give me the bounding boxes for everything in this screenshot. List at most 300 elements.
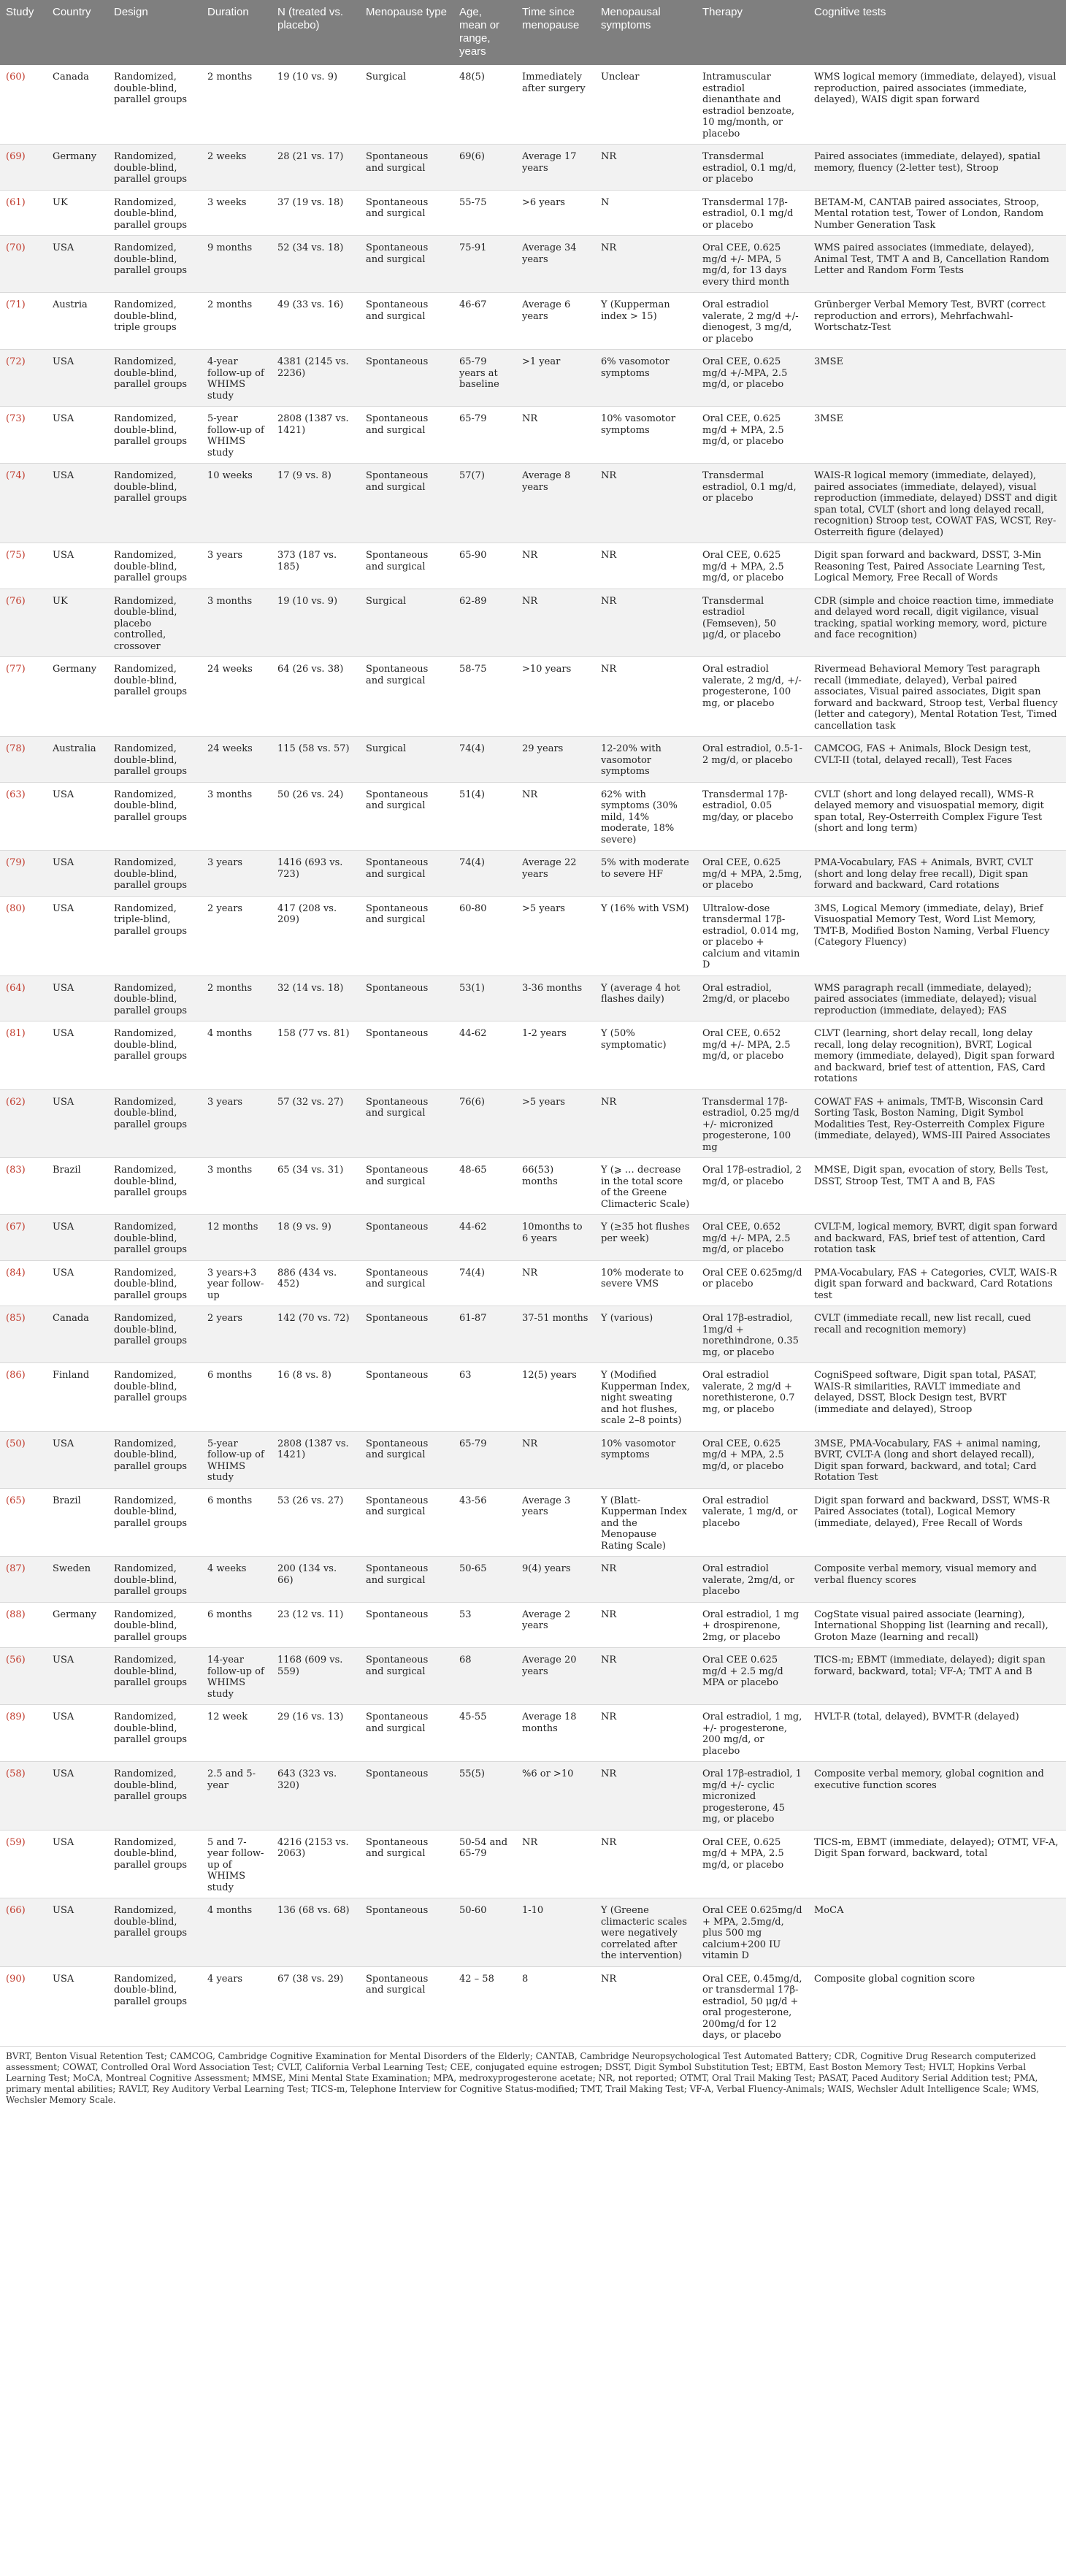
cell-study: [0, 236, 47, 293]
cell-cognitive-tests: TICS-m; EBMT (immediate, delayed); digit span forward, backward, total; VF-A; TMT A and B: [808, 1648, 1066, 1705]
cell-design: Randomized, double-blind, parallel groups: [108, 1488, 202, 1557]
study-reference-link[interactable]: (67): [6, 1222, 26, 1233]
study-reference-link[interactable]: (59): [6, 1836, 26, 1848]
study-reference-link[interactable]: (81): [6, 1028, 26, 1039]
cell-cognitive-tests: TICS-m, EBMT (immediate, delayed); OTMT, VF-A, Digit Span forward, backward, total: [808, 1830, 1066, 1898]
table-row: [0, 236, 1066, 293]
cell-menopause-type: Spontaneous and surgical: [360, 1431, 453, 1488]
cell-age: 63: [453, 1363, 516, 1432]
cell-symptoms: Y (⩾ … decrease in the total score of the Greene Climacteric Scale): [595, 1158, 697, 1215]
cell-time-since-menopause: 29 years: [516, 737, 595, 783]
cell-cognitive-tests: 3MSE: [808, 350, 1066, 407]
cell-duration: 6 months: [202, 1602, 272, 1648]
cell-duration: 3 months: [202, 1158, 272, 1215]
cell-duration: 3 months: [202, 782, 272, 851]
cell-menopause-type: Spontaneous: [360, 1602, 453, 1648]
cell-therapy: Transdermal 17β-estradiol, 0.1 mg/d or placebo: [697, 190, 808, 236]
cell-country: Canada: [47, 1306, 108, 1363]
cell-time-since-menopause: Average 18 months: [516, 1705, 595, 1762]
cell-age: 55(5): [453, 1762, 516, 1831]
table-row: [0, 1431, 1066, 1488]
cell-time-since-menopause: Average 2 years: [516, 1602, 595, 1648]
cell-time-since-menopause: NR: [516, 543, 595, 589]
cell-country: UK: [47, 589, 108, 657]
cell-n: 16 (8 vs. 8): [272, 1363, 360, 1432]
cell-design: Randomized, double-blind, parallel groups: [108, 1898, 202, 1967]
cell-symptoms: 10% vasomotor symptoms: [595, 407, 697, 464]
study-reference-link[interactable]: (88): [6, 1609, 26, 1620]
cell-country: USA: [47, 1898, 108, 1967]
cell-time-since-menopause: NR: [516, 589, 595, 657]
cell-n: 1168 (609 vs. 559): [272, 1648, 360, 1705]
cell-menopause-type: Surgical: [360, 589, 453, 657]
cell-design: Randomized, double-blind, parallel groups: [108, 657, 202, 737]
cell-age: 53: [453, 1602, 516, 1648]
cell-menopause-type: Spontaneous and surgical: [360, 1705, 453, 1762]
cell-time-since-menopause: 9(4) years: [516, 1557, 595, 1603]
cell-design: Randomized, double-blind, parallel groups: [108, 1306, 202, 1363]
cell-study: [0, 657, 47, 737]
cell-duration: 24 weeks: [202, 737, 272, 783]
cell-menopause-type: Spontaneous: [360, 1898, 453, 1967]
cell-study: [0, 1431, 47, 1488]
table-row: [0, 65, 1066, 145]
cell-duration: 6 months: [202, 1363, 272, 1432]
study-reference-link[interactable]: (80): [6, 902, 26, 914]
cell-therapy: Oral CEE, 0.625 mg/d + MPA, 2.5mg, or placebo: [697, 851, 808, 897]
cell-country: USA: [47, 1021, 108, 1090]
cell-age: 65-90: [453, 543, 516, 589]
cell-time-since-menopause: Average 34 years: [516, 236, 595, 293]
cell-design: Randomized, double-blind, parallel groups: [108, 543, 202, 589]
cell-study: [0, 293, 47, 350]
cell-age: 60-80: [453, 896, 516, 975]
cell-study: [0, 737, 47, 783]
footnote: BVRT, Benton Visual Retention Test; CAMCOG, Cambridge Cognitive Examination for Mental Disorders of the Elderly; CANTAB, Cambridge Neuropsychological Test Automated Battery; CDR, Cognitive Drug Research computerized assessment; COWAT, Controlled Oral Word Association Test; CVLT, California Verbal Learning Test; CEE, conjugated equine estrogen; DSST, Digit Symbol Substitution Test; EBTM, East Boston Memory Test; HVLT, Hopkins Verbal Learning Test; MoCA, Montreal Cognitive Assessment; MMSE, Mini Mental State Examination; MPA, medroxyprogesterone acetate; NR, not reported; OTMT, Oral Trail Making Test; PASAT, Paced Auditory Serial Addition test; PMA, primary mental abilities; RAVLT, Rey Auditory Verbal Learning Test; TICS-m, Telephone Interview for Cognitive Status-modified; TMT, Trail Making Test; VF-A, Verbal Fluency-Animals; WAIS, Wechsler Adult Intelligence Scale; WMS, Wechsler Memory Scale.: [6, 2050, 1040, 2105]
cell-study: [0, 1089, 47, 1158]
cell-age: 69(6): [453, 145, 516, 191]
table-row: [0, 1648, 1066, 1705]
cell-duration: 2 years: [202, 1306, 272, 1363]
cell-menopause-type: Spontaneous and surgical: [360, 1830, 453, 1898]
cell-design: Randomized, double-blind, parallel groups: [108, 1602, 202, 1648]
table-row: [0, 543, 1066, 589]
cell-time-since-menopause: Average 22 years: [516, 851, 595, 897]
cell-country: USA: [47, 1648, 108, 1705]
cell-cognitive-tests: WAIS-R logical memory (immediate, delayed), paired associates (immediate, delayed), visual reproduction (immediate, delayed) DSST and digit span total, CVLT (short and long delayed recall, recognition) Stroop test, COWAT FAS, WCST, Rey-Osterreith figure (delayed): [808, 464, 1066, 543]
cell-symptoms: Y (various): [595, 1306, 697, 1363]
cell-n: 19 (10 vs. 9): [272, 589, 360, 657]
cell-menopause-type: Surgical: [360, 737, 453, 783]
study-reference-link[interactable]: (60): [6, 72, 26, 83]
cell-therapy: Oral CEE, 0.625 mg/d + MPA, 2.5 mg/d, or placebo: [697, 407, 808, 464]
cell-time-since-menopause: Immediately after surgery: [516, 65, 595, 145]
table-row: [0, 1557, 1066, 1603]
cell-time-since-menopause: 37-51 months: [516, 1306, 595, 1363]
cell-age: 43-56: [453, 1488, 516, 1557]
table-row: [0, 1021, 1066, 1090]
cell-duration: 2 months: [202, 65, 272, 145]
cell-age: 46-67: [453, 293, 516, 350]
table-row: [0, 1966, 1066, 2046]
study-reference-link[interactable]: (79): [6, 857, 26, 868]
study-reference-link[interactable]: (73): [6, 413, 26, 424]
cell-duration: 10 weeks: [202, 464, 272, 543]
cell-therapy: Oral 17β-estradiol, 1mg/d + norethindrone, 0.35 mg, or placebo: [697, 1306, 808, 1363]
cell-design: Randomized, double-blind, parallel groups: [108, 464, 202, 543]
column-header: Therapy: [697, 0, 808, 65]
cell-country: USA: [47, 1215, 108, 1261]
cell-cognitive-tests: CVLT (immediate recall, new list recall, cued recall and recognition memory): [808, 1306, 1066, 1363]
cell-n: 136 (68 vs. 68): [272, 1898, 360, 1967]
cell-symptoms: Y (Greene climacteric scales were negatively correlated after the intervention): [595, 1898, 697, 1967]
cell-age: 51(4): [453, 782, 516, 851]
cell-cognitive-tests: MMSE, Digit span, evocation of story, Bells Test, DSST, Stroop Test, TMT A and B, FAS: [808, 1158, 1066, 1215]
cell-design: Randomized, double-blind, parallel groups: [108, 1215, 202, 1261]
study-reference-link[interactable]: (71): [6, 299, 26, 310]
table-row: [0, 1306, 1066, 1363]
cell-cognitive-tests: 3MS, Logical Memory (immediate, delay), Brief Visuospatial Memory Test, Word List Memory, TMT-B, Modified Boston Naming, Verbal Fluency (Category Fluency): [808, 896, 1066, 975]
cell-menopause-type: Spontaneous and surgical: [360, 1966, 453, 2046]
cell-study: [0, 1602, 47, 1648]
cell-study: [0, 1260, 47, 1306]
cell-n: 49 (33 vs. 16): [272, 293, 360, 350]
study-reference-link[interactable]: (62): [6, 1096, 26, 1108]
cell-cognitive-tests: Composite verbal memory, visual memory and verbal fluency scores: [808, 1557, 1066, 1603]
cell-design: Randomized, double-blind, parallel groups: [108, 1705, 202, 1762]
cell-country: USA: [47, 543, 108, 589]
cell-menopause-type: Spontaneous: [360, 1306, 453, 1363]
table-row: [0, 1363, 1066, 1432]
cell-age: 50-60: [453, 1898, 516, 1967]
cell-age: 48-65: [453, 1158, 516, 1215]
cell-n: 53 (26 vs. 27): [272, 1488, 360, 1557]
cell-duration: 2 months: [202, 975, 272, 1021]
cell-design: Randomized, double-blind, parallel groups: [108, 190, 202, 236]
cell-design: Randomized, double-blind, parallel groups: [108, 1431, 202, 1488]
cell-symptoms: NR: [595, 464, 697, 543]
cell-study: [0, 1966, 47, 2046]
cell-n: 18 (9 vs. 9): [272, 1215, 360, 1261]
cell-cognitive-tests: Rivermead Behavioral Memory Test paragraph recall (immediate, delayed), Verbal paired associates, Visual paired associates, Digit span forward and backward, Stroop test, Verbal fluency (letter and category), Mental Rotation Test, Timed cancellation task: [808, 657, 1066, 737]
column-header: Study: [0, 0, 47, 65]
cell-n: 23 (12 vs. 11): [272, 1602, 360, 1648]
cell-therapy: Transdermal 17β-estradiol, 0.25 mg/d +/- micronized progesterone, 100 mg: [697, 1089, 808, 1158]
cell-time-since-menopause: >5 years: [516, 1089, 595, 1158]
cell-duration: 2 years: [202, 896, 272, 975]
cell-menopause-type: Spontaneous and surgical: [360, 464, 453, 543]
cell-age: 48(5): [453, 65, 516, 145]
cell-study: [0, 464, 47, 543]
cell-menopause-type: Spontaneous: [360, 1363, 453, 1432]
study-reference-link[interactable]: (69): [6, 151, 26, 162]
cell-cognitive-tests: CAMCOG, FAS + Animals, Block Design test, CVLT-II (total, delayed recall), Test Faces: [808, 737, 1066, 783]
cell-age: 65-79 years at baseline: [453, 350, 516, 407]
study-reference-link[interactable]: (86): [6, 1370, 26, 1381]
cell-duration: 4 years: [202, 1966, 272, 2046]
cell-menopause-type: Spontaneous: [360, 1762, 453, 1831]
cell-n: 28 (21 vs. 17): [272, 145, 360, 191]
cell-age: 74(4): [453, 1260, 516, 1306]
cell-symptoms: NR: [595, 1089, 697, 1158]
cell-symptoms: NR: [595, 1966, 697, 2046]
cell-age: 65-79: [453, 407, 516, 464]
cell-symptoms: NR: [595, 1762, 697, 1831]
cell-duration: 4 months: [202, 1898, 272, 1967]
cell-n: 158 (77 vs. 81): [272, 1021, 360, 1090]
cell-country: USA: [47, 896, 108, 975]
cell-n: 64 (26 vs. 38): [272, 657, 360, 737]
cell-country: Finland: [47, 1363, 108, 1432]
cell-duration: 2.5 and 5-year: [202, 1762, 272, 1831]
study-reference-link[interactable]: (74): [6, 470, 26, 481]
cell-study: [0, 543, 47, 589]
cell-study: [0, 65, 47, 145]
cell-therapy: Oral CEE, 0.625 mg/d + MPA, 2.5 mg/d, or placebo: [697, 543, 808, 589]
cell-time-since-menopause: Average 6 years: [516, 293, 595, 350]
cell-menopause-type: Spontaneous and surgical: [360, 1089, 453, 1158]
cell-study: [0, 1363, 47, 1432]
study-reference-link[interactable]: (58): [6, 1768, 26, 1779]
study-reference-link[interactable]: (63): [6, 789, 26, 800]
cell-menopause-type: Spontaneous: [360, 350, 453, 407]
cell-therapy: Oral CEE, 0.625 mg/d +/- MPA, 5 mg/d, for 13 days every third month: [697, 236, 808, 293]
cell-n: 19 (10 vs. 9): [272, 65, 360, 145]
study-reference-link[interactable]: (90): [6, 1973, 26, 1985]
cell-time-since-menopause: NR: [516, 1830, 595, 1898]
cell-menopause-type: Spontaneous and surgical: [360, 190, 453, 236]
cell-symptoms: NR: [595, 1830, 697, 1898]
cell-menopause-type: Spontaneous and surgical: [360, 1648, 453, 1705]
study-reference-link[interactable]: (78): [6, 743, 26, 754]
cell-n: 37 (19 vs. 18): [272, 190, 360, 236]
table-row: [0, 145, 1066, 191]
table-row: [0, 1260, 1066, 1306]
column-header: Design: [108, 0, 202, 65]
cell-therapy: Oral CEE 0.625mg/d + MPA, 2.5mg/d, plus 500 mg calcium+200 IU vitamin D: [697, 1898, 808, 1967]
cell-menopause-type: Spontaneous: [360, 1021, 453, 1090]
cell-design: Randomized, double-blind, parallel groups: [108, 1648, 202, 1705]
study-reference-link[interactable]: (66): [6, 1905, 26, 1916]
cell-therapy: Oral estradiol valerate, 2mg/d, or placebo: [697, 1557, 808, 1603]
cell-therapy: Oral CEE, 0.625 mg/d + MPA, 2.5 mg/d, or placebo: [697, 1431, 808, 1488]
cell-symptoms: Y (Kupperman index > 15): [595, 293, 697, 350]
cell-design: Randomized, double-blind, triple groups: [108, 293, 202, 350]
cell-duration: 3 years: [202, 543, 272, 589]
cell-cognitive-tests: PMA-Vocabulary, FAS + Categories, CVLT, WAIS-R digit span forward and backward, Card Rotations test: [808, 1260, 1066, 1306]
table-row: [0, 1898, 1066, 1967]
cell-design: Randomized, double-blind, parallel groups: [108, 851, 202, 897]
study-reference-link[interactable]: (84): [6, 1267, 26, 1279]
cell-symptoms: 6% vasomotor symptoms: [595, 350, 697, 407]
cell-country: USA: [47, 782, 108, 851]
column-header: Time since menopause: [516, 0, 595, 65]
cell-therapy: Oral CEE, 0.625 mg/d +/-MPA, 2.5 mg/d, or placebo: [697, 350, 808, 407]
cell-duration: 3 years: [202, 851, 272, 897]
table-row: [0, 782, 1066, 851]
table-row: [0, 190, 1066, 236]
cell-menopause-type: Surgical: [360, 65, 453, 145]
cell-study: [0, 407, 47, 464]
cell-symptoms: Unclear: [595, 65, 697, 145]
study-reference-link[interactable]: (76): [6, 595, 26, 607]
column-header: N (treated vs. placebo): [272, 0, 360, 65]
study-reference-link[interactable]: (77): [6, 664, 26, 675]
cell-design: Randomized, double-blind, parallel groups: [108, 236, 202, 293]
cell-therapy: Oral CEE, 0.45mg/d, or transdermal 17β-estradiol, 50 μg/d + oral progesterone, 200mg/d for 12 days, or placebo: [697, 1966, 808, 2046]
cell-study: [0, 851, 47, 897]
cell-design: Randomized, double-blind, parallel groups: [108, 1021, 202, 1090]
cell-study: [0, 1215, 47, 1261]
cell-n: 32 (14 vs. 18): [272, 975, 360, 1021]
column-header: Duration: [202, 0, 272, 65]
cell-n: 29 (16 vs. 13): [272, 1705, 360, 1762]
cell-age: 50-54 and 65-79: [453, 1830, 516, 1898]
cell-cognitive-tests: COWAT FAS + animals, TMT-B, Wisconsin Card Sorting Task, Boston Naming, Digit Symbol Modalities Test, Rey-Osterreith Complex Figure (immediate, delayed), WMS-III Paired Associates: [808, 1089, 1066, 1158]
cell-time-since-menopause: Average 20 years: [516, 1648, 595, 1705]
study-reference-link[interactable]: (72): [6, 356, 26, 367]
cell-age: 74(4): [453, 737, 516, 783]
cell-symptoms: 12-20% with vasomotor symptoms: [595, 737, 697, 783]
cell-menopause-type: Spontaneous and surgical: [360, 1488, 453, 1557]
cell-age: 75-91: [453, 236, 516, 293]
study-reference-link[interactable]: (50): [6, 1438, 26, 1449]
cell-duration: 4-year follow-up of WHIMS study: [202, 350, 272, 407]
cell-therapy: Oral CEE, 0.652 mg/d +/- MPA, 2.5 mg/d, or placebo: [697, 1215, 808, 1261]
cell-therapy: Intramuscular estradiol dienanthate and estradiol benzoate, 10 mg/month, or placebo: [697, 65, 808, 145]
cell-time-since-menopause: >5 years: [516, 896, 595, 975]
cell-time-since-menopause: 12(5) years: [516, 1363, 595, 1432]
cell-duration: 3 months: [202, 589, 272, 657]
cell-age: 58-75: [453, 657, 516, 737]
cell-cognitive-tests: CVLT-M, logical memory, BVRT, digit span forward and backward, FAS, brief test of attention, Card rotation task: [808, 1215, 1066, 1261]
cell-cognitive-tests: Grünberger Verbal Memory Test, BVRT (correct reproduction and errors), Mehrfachwahl-Wortschatz-Test: [808, 293, 1066, 350]
study-reference-link[interactable]: (75): [6, 550, 26, 561]
study-reference-link[interactable]: (85): [6, 1313, 26, 1324]
cell-design: Randomized, double-blind, placebo controlled, crossover: [108, 589, 202, 657]
cell-time-since-menopause: NR: [516, 1431, 595, 1488]
cell-symptoms: 10% moderate to severe VMS: [595, 1260, 697, 1306]
study-reference-link[interactable]: (87): [6, 1563, 26, 1574]
cell-n: 17 (9 vs. 8): [272, 464, 360, 543]
cell-n: 4381 (2145 vs. 2236): [272, 350, 360, 407]
cell-therapy: Transdermal estradiol (Femseven), 50 μg/d, or placebo: [697, 589, 808, 657]
cell-study: [0, 1648, 47, 1705]
table-row: [0, 1602, 1066, 1648]
table-row: [0, 1215, 1066, 1261]
cell-duration: 12 week: [202, 1705, 272, 1762]
cell-n: 50 (26 vs. 24): [272, 782, 360, 851]
study-reference-link[interactable]: (56): [6, 1655, 26, 1665]
cell-age: 50-65: [453, 1557, 516, 1603]
cell-study: [0, 1898, 47, 1967]
cell-cognitive-tests: CogState visual paired associate (learning), International Shopping list (learning and recall), Groton Maze (learning and recall): [808, 1602, 1066, 1648]
cell-country: Germany: [47, 145, 108, 191]
cell-cognitive-tests: PMA-Vocabulary, FAS + Animals, BVRT, CVLT (short and long delay free recall), Digit span forward and backward, Card rotations: [808, 851, 1066, 897]
cell-menopause-type: Spontaneous: [360, 975, 453, 1021]
cell-country: Austria: [47, 293, 108, 350]
cell-study: [0, 589, 47, 657]
cell-therapy: Transdermal estradiol, 0.1 mg/d, or placebo: [697, 464, 808, 543]
cell-n: 643 (323 vs. 320): [272, 1762, 360, 1831]
study-reference-link[interactable]: (61): [6, 196, 26, 208]
study-reference-link[interactable]: (64): [6, 982, 26, 994]
cell-cognitive-tests: 3MSE, PMA-Vocabulary, FAS + animal naming, BVRT, CVLT-A (long and short delayed recall), Digit span forward, backward, and total; Card Rotation Test: [808, 1431, 1066, 1488]
cell-country: Germany: [47, 657, 108, 737]
cell-study: [0, 1557, 47, 1603]
cell-age: 74(4): [453, 851, 516, 897]
table-row: [0, 1158, 1066, 1215]
column-header: Menopause type: [360, 0, 453, 65]
study-reference-link[interactable]: (89): [6, 1711, 26, 1722]
column-header: Country: [47, 0, 108, 65]
cell-country: Canada: [47, 65, 108, 145]
cell-time-since-menopause: NR: [516, 1260, 595, 1306]
cell-country: USA: [47, 975, 108, 1021]
cell-country: USA: [47, 1260, 108, 1306]
cell-time-since-menopause: Average 3 years: [516, 1488, 595, 1557]
column-header: Age, mean or range, years: [453, 0, 516, 65]
cell-country: USA: [47, 236, 108, 293]
cell-n: 52 (34 vs. 18): [272, 236, 360, 293]
cell-country: USA: [47, 464, 108, 543]
cell-n: 4216 (2153 vs. 2063): [272, 1830, 360, 1898]
cell-country: USA: [47, 1762, 108, 1831]
cell-cognitive-tests: BETAM-M, CANTAB paired associates, Stroop, Mental rotation test, Tower of London, Random Number Generation Task: [808, 190, 1066, 236]
cell-design: Randomized, double-blind, parallel groups: [108, 1762, 202, 1831]
cell-n: 1416 (693 vs. 723): [272, 851, 360, 897]
cell-cognitive-tests: Paired associates (immediate, delayed), spatial memory, fluency (2-letter test), Stroop: [808, 145, 1066, 191]
cell-therapy: Oral CEE 0.625mg/d or placebo: [697, 1260, 808, 1306]
cell-time-since-menopause: %6 or >10: [516, 1762, 595, 1831]
cell-therapy: Transdermal estradiol, 0.1 mg/d, or placebo: [697, 145, 808, 191]
cell-age: 76(6): [453, 1089, 516, 1158]
cell-design: Randomized, double-blind, parallel groups: [108, 1966, 202, 2046]
study-reference-link[interactable]: (65): [6, 1495, 26, 1506]
cell-design: Randomized, double-blind, parallel groups: [108, 145, 202, 191]
cell-therapy: Oral estradiol, 0.5-1-2 mg/d, or placebo: [697, 737, 808, 783]
cell-age: 61-87: [453, 1306, 516, 1363]
cell-symptoms: Y (Blatt-Kupperman Index and the Menopause Rating Scale): [595, 1488, 697, 1557]
cell-time-since-menopause: 1-2 years: [516, 1021, 595, 1090]
cell-design: Randomized, double-blind, parallel groups: [108, 782, 202, 851]
study-reference-link[interactable]: (83): [6, 1165, 26, 1176]
cell-country: Brazil: [47, 1158, 108, 1215]
cell-cognitive-tests: Composite verbal memory, global cognition and executive function scores: [808, 1762, 1066, 1831]
table-row: [0, 407, 1066, 464]
cell-country: USA: [47, 851, 108, 897]
cell-therapy: Oral CEE, 0.652 mg/d +/- MPA, 2.5 mg/d, or placebo: [697, 1021, 808, 1090]
cell-country: Australia: [47, 737, 108, 783]
cell-symptoms: NR: [595, 1705, 697, 1762]
cell-n: 886 (434 vs. 452): [272, 1260, 360, 1306]
cell-study: [0, 1158, 47, 1215]
cell-symptoms: NR: [595, 1648, 697, 1705]
cell-design: Randomized, triple-blind, parallel groups: [108, 896, 202, 975]
cell-symptoms: Y (50% symptomatic): [595, 1021, 697, 1090]
cell-therapy: Oral CEE, 0.625 mg/d + MPA, 2.5 mg/d, or placebo: [697, 1830, 808, 1898]
cell-menopause-type: Spontaneous and surgical: [360, 1260, 453, 1306]
cell-menopause-type: Spontaneous and surgical: [360, 657, 453, 737]
table-row: [0, 975, 1066, 1021]
cell-design: Randomized, double-blind, parallel groups: [108, 1158, 202, 1215]
cell-therapy: Oral estradiol valerate, 2 mg/d, +/- progesterone, 100 mg, or placebo: [697, 657, 808, 737]
cell-symptoms: NR: [595, 145, 697, 191]
cell-time-since-menopause: 3-36 months: [516, 975, 595, 1021]
cell-duration: 24 weeks: [202, 657, 272, 737]
cell-study: [0, 782, 47, 851]
study-reference-link[interactable]: (70): [6, 242, 26, 253]
